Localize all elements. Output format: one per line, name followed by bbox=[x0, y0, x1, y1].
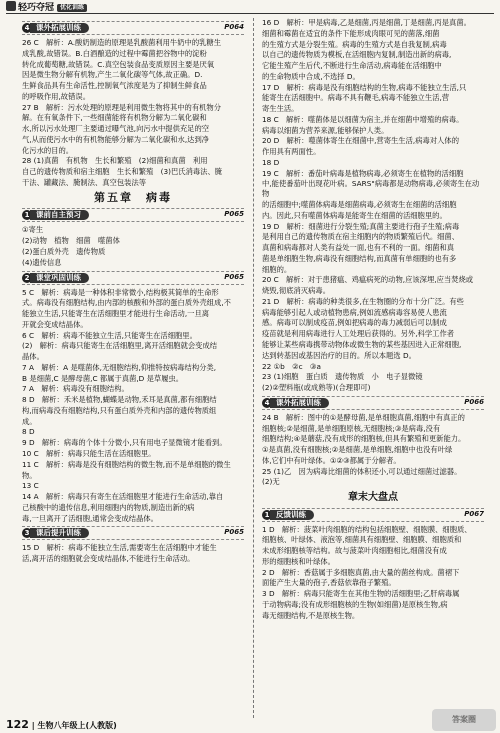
answer-27 bbox=[22, 103, 244, 156]
chapter-summary-title: 章末大盘点 bbox=[348, 492, 398, 504]
answer-line: 18 D bbox=[262, 157, 280, 167]
section-badge: 3 bbox=[22, 528, 32, 538]
answer-line: 细菌和霉菌在适宜的条件下能形成肉眼可见的菌落,细菌 bbox=[262, 28, 440, 38]
answer-line: (2) 解析：病毒只能寄生在活细胞里,离开活细胞就会变成结 bbox=[22, 341, 218, 351]
answer-line: 细胞核;②是细菌,是单细胞原核,无细胞核;③是病毒,没有 bbox=[262, 423, 441, 433]
section-page-ref: P065 bbox=[224, 272, 244, 281]
answer-line: 晶体。 bbox=[22, 352, 44, 362]
section-title: 课堂巩固训练 bbox=[30, 273, 89, 283]
answer-line: 17 D 解析：病毒是没有细胞结构的生物,病毒不能独立生活,只 bbox=[262, 82, 467, 92]
answer-line: 8 D bbox=[22, 427, 35, 437]
answer-line: 化污水的目的。 bbox=[22, 145, 74, 155]
answer-line: 生鲜食品具有生命活性,控制氧气浓度是为了抑制生鲜食品 bbox=[22, 81, 207, 91]
answer-line: B 是细菌,C 是酵母菌,C 都属于真菌,D 是草履虫。 bbox=[22, 373, 184, 383]
answer-line: 气,从而使污水中的有机物能够分解为二氧化碳和水,达到净 bbox=[22, 134, 210, 144]
answer-line: 内。因此,只有噬菌体病毒是能寄生在细菌的活细胞里的。 bbox=[262, 210, 447, 220]
answer-line: (2)②塑料瓶(或成熟等)(合理即可) bbox=[262, 383, 371, 393]
answer-line: 己核酸中的遗传信息,利用细胞内的物质,制造出新的病 bbox=[22, 502, 195, 512]
footer-separator: | bbox=[31, 721, 35, 730]
answer-line: 19 D 解析：细菌进行分裂生殖;真菌主要进行孢子生殖;病毒 bbox=[262, 221, 460, 231]
answer-line: 未成形细胞核等结构。故与菠菜叶肉细胞相比,细菌没有成 bbox=[262, 546, 447, 556]
answer-line: 寄生生活。 bbox=[262, 104, 299, 114]
answer-line: 27 B 解析：污水处理的原理是利用微生物将其中的有机物分 bbox=[22, 102, 222, 112]
answer-line: 解。在有氧条件下,一些细菌能将有机物分解为二氧化碳和 bbox=[22, 113, 207, 123]
book-title: 生物八年级上(人教版) bbox=[37, 721, 117, 730]
answer-line: 6 C 解析：病毒不能独立生活,只能寄生在活细胞里。 bbox=[22, 330, 197, 340]
page-header bbox=[0, 0, 500, 14]
answer-line: ①寄生 bbox=[22, 225, 44, 235]
section-header-preview bbox=[22, 208, 244, 222]
preview-answers bbox=[22, 225, 244, 267]
header-rule bbox=[6, 13, 494, 14]
section-header-extension bbox=[22, 21, 244, 35]
answer-line: 的呼吸作用,故错误。 bbox=[22, 91, 90, 101]
answer-26 bbox=[22, 38, 244, 102]
answer-line: 14 A 解析：病毒只有寄生在活细胞里才能进行生命活动,靠自 bbox=[22, 492, 224, 502]
answer-line: 15 D 解析：病毒不能独立生活,需要寄生在活细胞中才能生 bbox=[22, 543, 217, 553]
answer-line: 2 D 解析：香菇属于多细胞真菌,由大量的菌丝构成。菌褶下 bbox=[262, 567, 460, 577]
answer-line: 达到转基因或基因治疗的目的。所以本题选 D。 bbox=[262, 350, 416, 360]
answer-line: (2)动物 植物 细菌 噬菌体 bbox=[22, 236, 120, 246]
right-column bbox=[262, 18, 484, 621]
answer-line: 7 A 解析：A 是噬菌体,无细胞结构,仰推特按病毒结构分类, bbox=[22, 362, 217, 372]
answer-line: 16 D 解析：甲是病毒,乙是细菌,丙是细菌,丁是细菌,丙是真菌。 bbox=[262, 18, 471, 27]
improve-answers bbox=[22, 543, 244, 564]
answer-line: 物。 bbox=[22, 470, 37, 480]
section-badge: 1 bbox=[22, 210, 32, 220]
answers-22-23 bbox=[262, 362, 484, 393]
answer-line: 9 D 解析：病毒的个体十分微小,只有用电子显微镜才能看到。 bbox=[22, 438, 227, 448]
answer-line: 3 D 解析：病毒只能寄生在其他生物的活细胞里;乙肝病毒属 bbox=[262, 589, 460, 599]
answer-line: 23 (1)细胞 蛋白质 遗传物质 小 电子显微镜 bbox=[262, 372, 423, 382]
answer-line: 细胞结构;④是蘑菇,没有成形的细胞核,但具有繁殖和更新能力。 bbox=[262, 434, 466, 444]
answer-line: 能够让某些病毒携带动物体或微生物的某些基因进入正常细胞, bbox=[262, 339, 462, 349]
section-header-feedback bbox=[262, 508, 484, 522]
section-badge: 4 bbox=[22, 23, 32, 33]
answer-line: 28 (1)真菌 有机物 生长和繁殖 (2)细菌和真菌 利用 bbox=[22, 156, 208, 166]
answer-line: ①是真菌,没有细胞核;②是细菌,是单细胞,细胞中也没有叶绿 bbox=[262, 445, 453, 455]
answer-line: 的生命物质中合成,不选择 D。 bbox=[262, 71, 360, 81]
answer-line: 体,它们中有叶绿体。①②③都属于分解者。 bbox=[262, 455, 401, 465]
answer-line: 10 C 解析：病毒只能生活在活细胞里。 bbox=[22, 449, 156, 458]
answer-line: 因是微生物分解有机物,产生二氧化碳等气体,故正确。D. bbox=[22, 70, 203, 80]
answer-line: 的生殖方式是分裂生殖。病毒的生殖方式是自我复制,病毒 bbox=[262, 39, 447, 49]
section-header-consolidate bbox=[22, 271, 244, 285]
answer-line: 18 C 解析：噬菌体是以细菌为宿主,并在细菌中增殖的病毒。 bbox=[262, 114, 464, 124]
answer-line: 开就会变成结晶体。 bbox=[22, 319, 88, 329]
answer-line: 7 A 解析：病毒没有细胞结构。 bbox=[22, 384, 129, 394]
answer-line: 于动物病毒;没有成形细胞核的生物(如细菌)是原核生物,病 bbox=[262, 599, 448, 609]
answer-line: 干法、罐藏法、腌制法、真空包装法等 bbox=[22, 177, 147, 187]
answer-line: 细胞核、叶绿体、液泡等,细菌具有细胞壁、细胞膜、细胞质和 bbox=[262, 535, 462, 545]
answer-line: 8 D 解析：禾米是植物,蝴蝶是动物,禾耳是真菌,都有细胞结 bbox=[22, 395, 217, 405]
answer-line: 病毒能够引起人或动植物患病,例如流感病毒容易使人患流 bbox=[262, 307, 447, 317]
answer-line: 25 (1)乙 因为病毒比细菌的体积还小,可以通过细菌过滤器。 bbox=[262, 466, 462, 476]
answers-24-25 bbox=[262, 413, 484, 487]
answer-line: 22 ①b ②c ③a bbox=[262, 361, 321, 371]
section-badge: 4 bbox=[262, 398, 272, 408]
answer-line: 构,而病毒没有细胞结构,只有蛋白质外壳和内部的遗传物质组 bbox=[22, 405, 217, 415]
answer-line: 24 B 解析：图中的①是酵母菌,是单细胞真菌,细胞中有真正的 bbox=[262, 412, 465, 422]
answer-line: 21 D 解析：病毒的种类很多,在生物圈的分布十分广泛。有些 bbox=[262, 296, 464, 306]
answer-line: 以自己的遗传物质为模板,在活细胞内复制,制造出新的病毒, bbox=[262, 50, 452, 60]
answer-line: 是利用自己的遗传物质在宿主细胞内的物质繁殖后代。细菌、 bbox=[262, 232, 460, 242]
answer-line: 成乳酸,故错误。B.白酒酿造的过程中霉菌把谷物中的淀粉 bbox=[22, 48, 207, 58]
answer-line: 转化成葡萄糖,故错误。C.真空包装食品变质原因主要是厌氧 bbox=[22, 59, 215, 69]
brand-icon bbox=[6, 1, 16, 11]
section-header-improve bbox=[22, 526, 244, 540]
answer-line: 26 C 解析：A.酸奶制造的原理是乳酸菌利用牛奶中的乳糖生 bbox=[22, 38, 222, 47]
answer-line: 活,离开活的细胞就会变成结晶体,不能进行生命活动。 bbox=[22, 554, 195, 564]
section-badge: 2 bbox=[22, 273, 32, 283]
answer-line: 能寄生在活细胞中。病毒不具有鞭毛,病毒不能独立生活,营 bbox=[262, 93, 450, 103]
answer-line: 20 C 解析：对于患猪瘟、鸡瘟病死的动物,应该深埋,应当焚烧或 bbox=[262, 275, 474, 285]
answer-line: 形的细胞核和叶绿体。 bbox=[262, 556, 335, 566]
answer-line: 20 D 解析：噬菌体寄生在细菌中,营寄生生活,病毒对人体的 bbox=[262, 136, 459, 146]
consolidate-answers bbox=[22, 288, 244, 524]
answer-28 bbox=[22, 156, 244, 187]
answer-line: (4)遗传信息 bbox=[22, 257, 62, 267]
answer-line: (2)蛋白质外壳 遗传物质 bbox=[22, 246, 106, 256]
answer-line: 毒,一旦离开了活细胞,通常会变成结晶体。 bbox=[22, 513, 158, 523]
answer-line: 式。病毒没有细胞结构,由内部的核酸和外部的蛋白质外壳组成,不 bbox=[22, 298, 231, 308]
answer-line: 5 C 解析：病毒是一种体积非常微小,结构极其简单的生命形 bbox=[22, 287, 219, 297]
column-divider bbox=[253, 18, 254, 718]
answer-line: 中,能使番茄叶出现花叶病。SARS"病毒都是动物病毒,必须寄生在动物 bbox=[262, 179, 480, 199]
brand-tag: 优化训练 bbox=[57, 4, 87, 12]
section-title: 课前自主预习 bbox=[30, 210, 89, 220]
answer-line: 菌是单细胞生物,病毒没有细胞结构,而真菌有单细胞的也有多 bbox=[262, 253, 457, 263]
answer-line: 疫苗就是利用病毒进行人工处理后获得的。另外,科学工作者 bbox=[262, 329, 455, 339]
section-page-ref: P066 bbox=[464, 397, 484, 406]
feedback-answers bbox=[262, 525, 484, 621]
chapter-title: 第五章 病毒 bbox=[94, 190, 172, 204]
answer-line: 烧毁,彻底消灭病毒。 bbox=[262, 286, 330, 296]
section-page-ref: P065 bbox=[224, 528, 244, 537]
answer-line: 13 C bbox=[22, 481, 39, 491]
page-number: 122 bbox=[6, 718, 29, 731]
answer-line: (2)无 bbox=[262, 477, 280, 487]
brand-name: 轻巧夺冠 bbox=[18, 3, 55, 13]
page-footer bbox=[6, 718, 117, 733]
section-page-ref: P067 bbox=[464, 509, 484, 518]
answer-line: 能独立生活,只能寄生在活细胞里才能进行生命活动,一旦离 bbox=[22, 309, 210, 319]
answer-line: 11 C 解析：病毒是没有细胞结构的微生物,而不是单细胞的微生 bbox=[22, 459, 231, 469]
answer-line: 水,所以污水处理厂主要通过曝气池,向污水中提供充足的空 bbox=[22, 124, 210, 134]
section-header-extension-2 bbox=[262, 396, 484, 410]
answer-line: 面能产生大量的孢子,香菇依靠孢子繁殖。 bbox=[262, 578, 396, 588]
left-column bbox=[22, 18, 244, 565]
answer-line: 的活细胞中;噬菌体病毒是细菌病毒,必须寄生在细菌的活细胞 bbox=[262, 200, 457, 210]
answer-line: 它能生殖产生后代,不断进行生命活动,病毒能在活细胞中 bbox=[262, 61, 442, 71]
answer-line: 感。病毒可以制成疫苗,例如把病毒的毒力减弱后可以制成 bbox=[262, 318, 447, 328]
answer-line: 真菌和病毒都对人类有益处一面,也有不利的一面。细菌和真 bbox=[262, 243, 455, 253]
answers-16-21 bbox=[262, 18, 484, 361]
answer-line: 细胞的。 bbox=[262, 264, 292, 274]
section-page-ref: P064 bbox=[224, 23, 244, 31]
watermark-stamp: 答案圈 bbox=[432, 709, 496, 731]
answer-line: 作用具有两面性。 bbox=[262, 147, 321, 157]
section-page-ref: P065 bbox=[224, 210, 244, 219]
section-badge: 1 bbox=[262, 510, 272, 520]
section-title: 课后提升训练 bbox=[30, 528, 89, 538]
answer-line: 自己的遗传物质和宿主细胞 生长和繁殖 (3)巴氏消毒法、腌 bbox=[22, 167, 223, 177]
section-title: 反馈训练 bbox=[270, 510, 314, 520]
answer-line: 19 C 解析：番茄叶病毒是植物病毒,必须寄生在植物的活细胞 bbox=[262, 168, 464, 178]
section-title: 课外拓展训练 bbox=[30, 23, 89, 33]
answer-line: 病毒以细菌为营养来源,能够保护人类。 bbox=[262, 125, 389, 135]
section-title: 课外拓展训练 bbox=[270, 398, 329, 408]
answer-line: 1 D 解析：菠菜叶肉细胞的结构包括细胞壁、细胞膜、细胞质、 bbox=[262, 524, 472, 534]
answer-line: 成。 bbox=[22, 416, 37, 426]
answer-line: 毒无细胞结构,不是原核生物。 bbox=[262, 610, 360, 620]
